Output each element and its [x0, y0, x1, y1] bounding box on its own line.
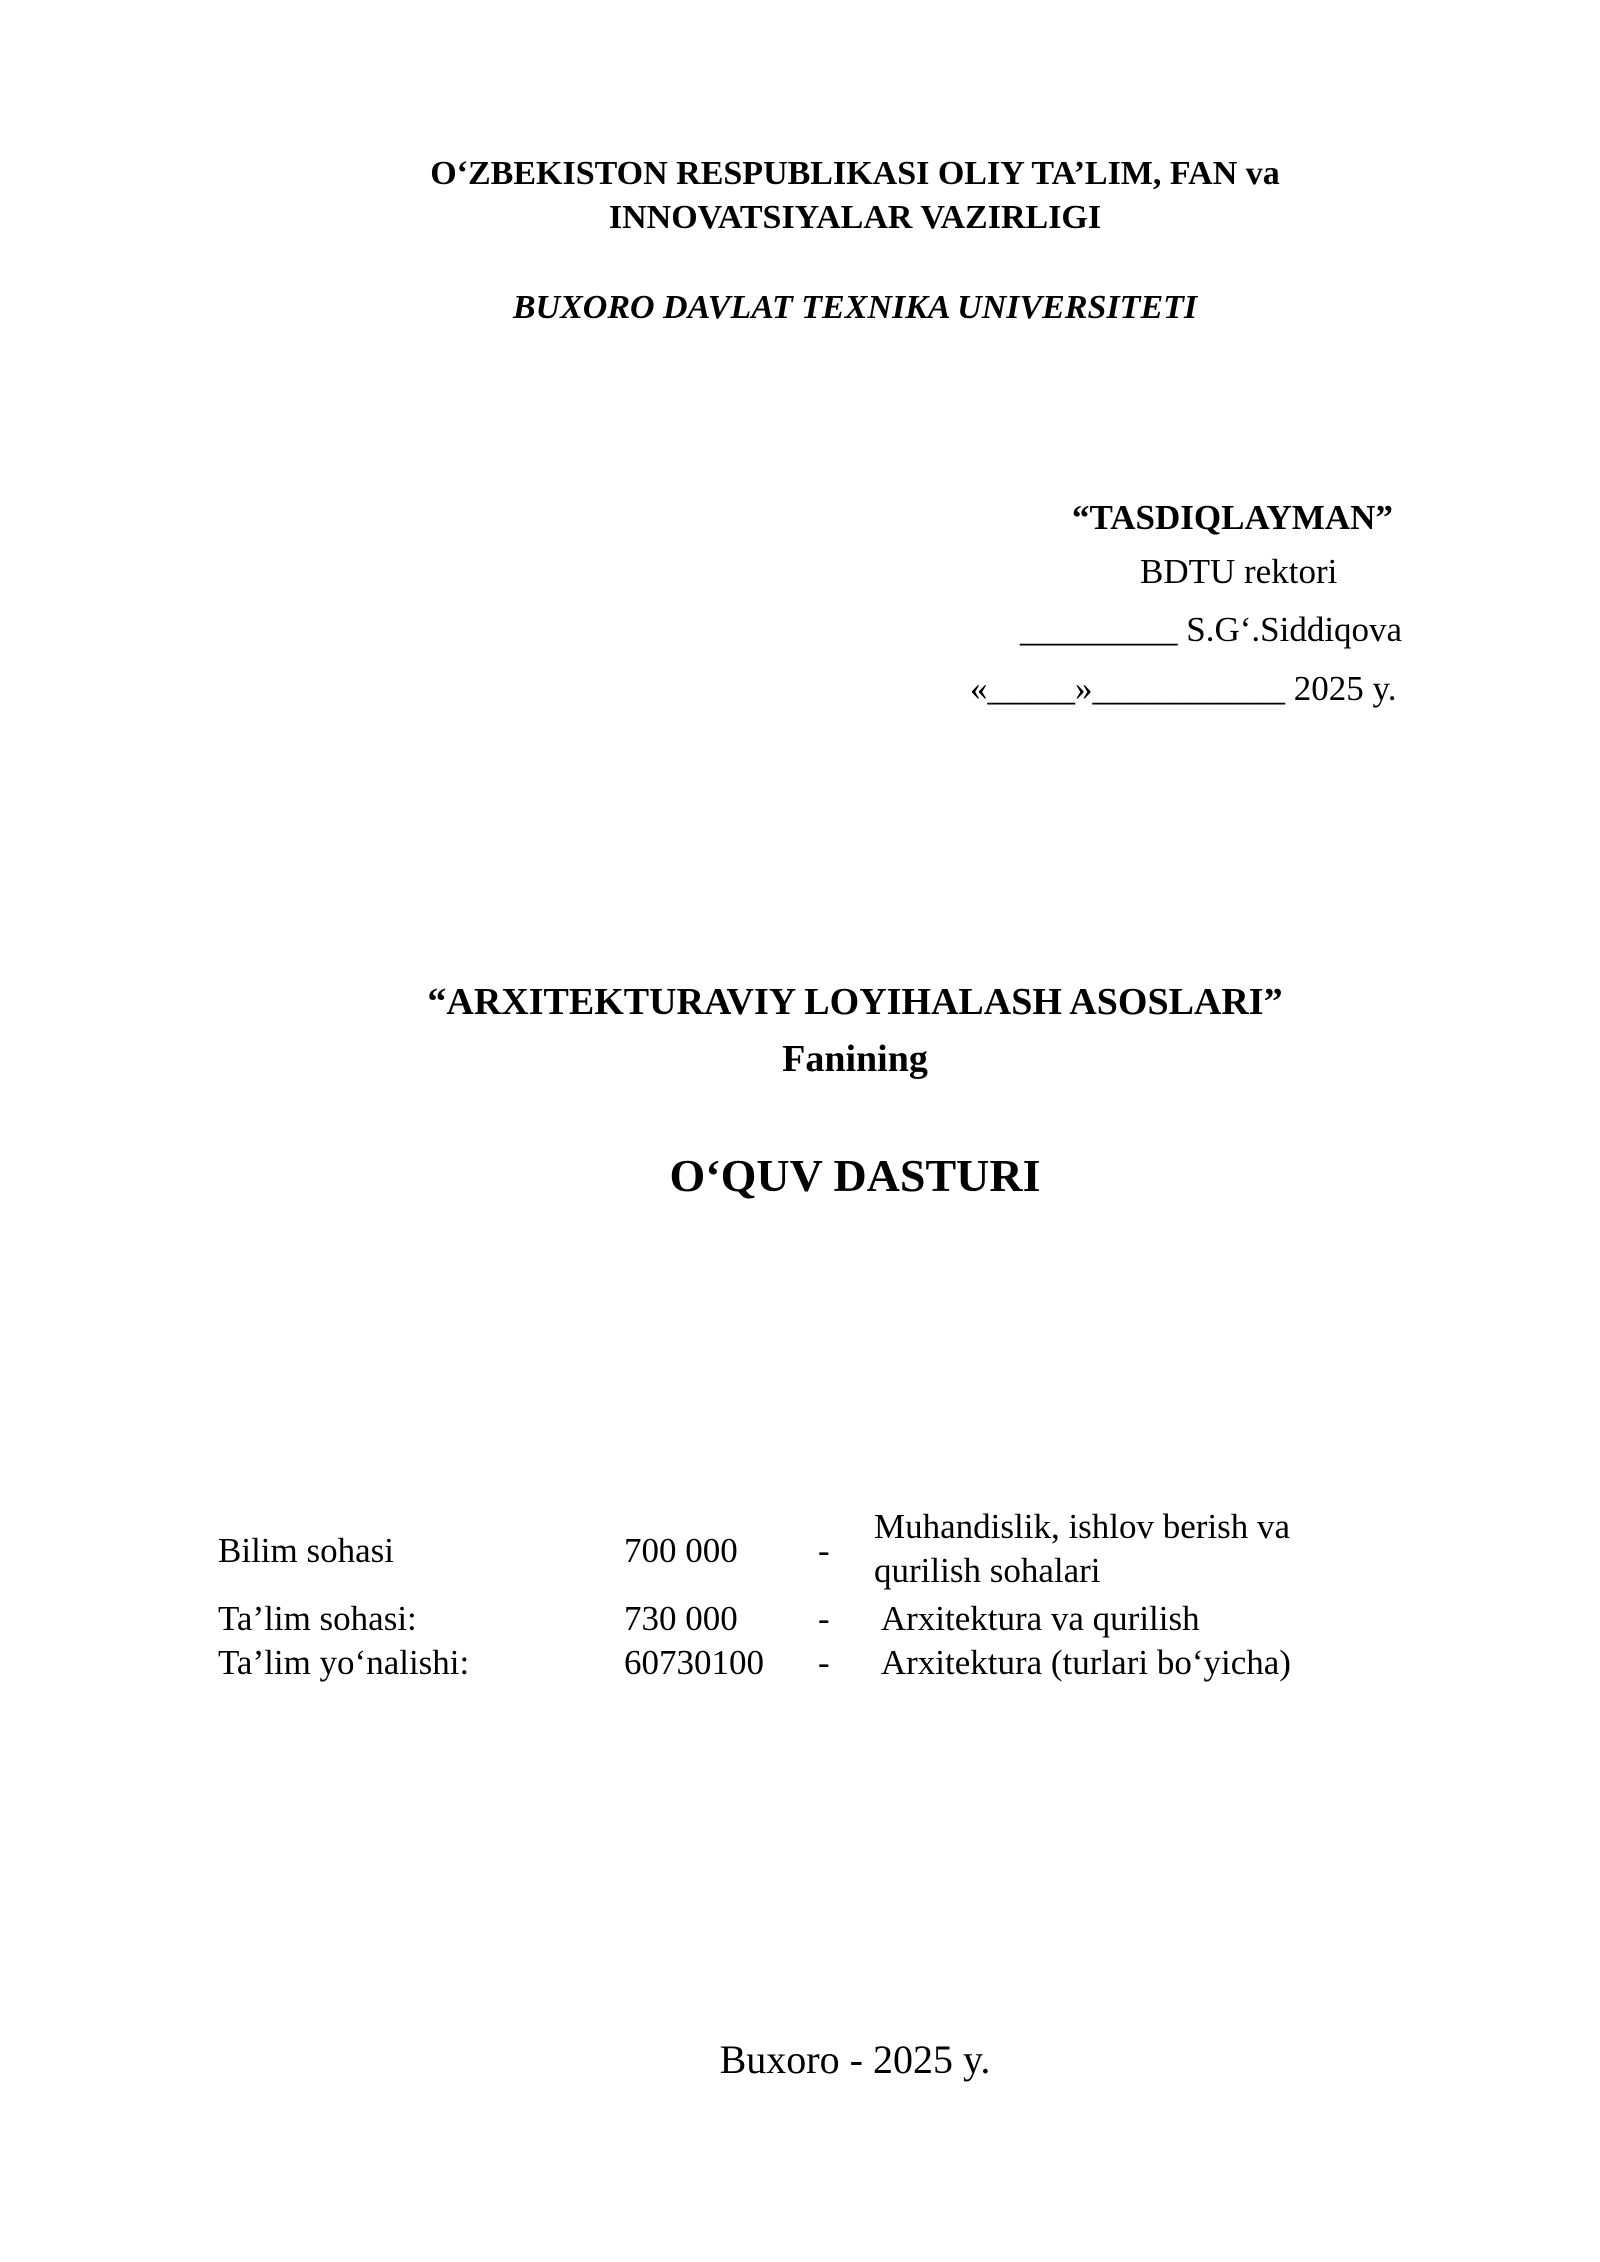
info-dash: - — [818, 1643, 830, 1682]
approval-title: “TASDIQLAYMAN” — [1072, 498, 1393, 537]
ministry-line-1: O‘ZBEKISTON RESPUBLIKASI OLIY TA’LIM, FAN va — [430, 155, 1280, 192]
info-code: 700 000 — [624, 1531, 738, 1570]
footer-place-date: Buxoro - 2025 y. — [719, 2037, 991, 2082]
info-description: Arxitektura (turlari bo‘yicha) — [874, 1643, 1291, 1682]
course-title: “ARXITEKTURAVIY LOYIHALASH ASOSLARI” — [427, 981, 1283, 1023]
info-description-line-2: qurilish sohalari — [874, 1551, 1101, 1590]
ministry-heading — [240, 152, 1470, 240]
info-code: 60730100 — [624, 1643, 764, 1682]
info-label: Ta’lim yo‘nalishi: — [218, 1643, 470, 1682]
university-name: BUXORO DAVLAT TEXNIKA UNIVERSITETI — [512, 289, 1198, 326]
ministry-line-2: INNOVATSIYALAR VAZIRLIGI — [608, 199, 1102, 236]
info-dash: - — [818, 1531, 830, 1570]
info-dash: - — [818, 1599, 830, 1638]
approval-signature-line: _________ S.G‘.Siddiqova — [1020, 610, 1403, 649]
document-type-title: O‘QUV DASTURI — [669, 1150, 1041, 1201]
info-description — [874, 1505, 1394, 1593]
approval-position: BDTU rektori — [1140, 552, 1338, 591]
info-label: Bilim sohasi — [218, 1531, 394, 1570]
info-code: 730 000 — [624, 1599, 738, 1638]
info-description: Arxitektura va qurilish — [874, 1599, 1200, 1638]
info-label: Ta’lim sohasi: — [218, 1599, 417, 1638]
approval-date-line: «_____»___________ 2025 y. — [970, 669, 1397, 708]
info-description-line-1: Muhandislik, ishlov berish va — [874, 1507, 1291, 1546]
course-subtitle: Fanining — [782, 1038, 928, 1080]
